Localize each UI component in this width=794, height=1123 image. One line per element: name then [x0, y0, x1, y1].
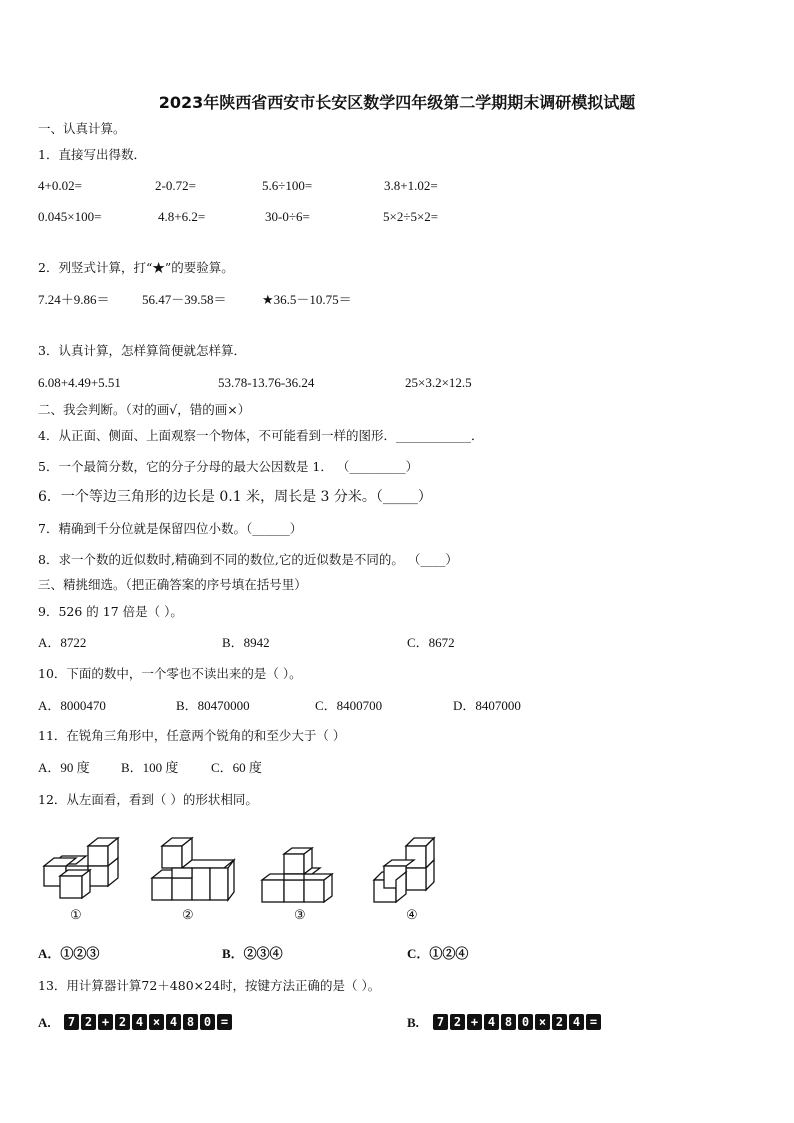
- q11-option-a: A．90 度: [38, 760, 90, 775]
- q1-item: 3.8+1.02=: [384, 178, 438, 193]
- q10-option-a: A．8000470: [38, 698, 106, 713]
- question-3: 3．认真计算，怎样算简便就怎样算．: [38, 343, 246, 358]
- q11-option-c: C．60 度: [211, 760, 262, 775]
- question-1: 1．直接写出得数．: [38, 147, 146, 162]
- calculator-key: 8: [501, 1014, 516, 1030]
- calculator-key: 7: [64, 1014, 79, 1030]
- q12-option-a: A．①②③: [38, 946, 100, 961]
- calculator-key: 4: [569, 1014, 584, 1030]
- q1-item: 5.6÷100=: [262, 178, 313, 193]
- figure-label-2: ②: [182, 908, 194, 923]
- q2-item: 7.24＋9.86＝: [38, 292, 110, 307]
- question-7: 7．精确到千分位就是保留四位小数。（______）: [38, 521, 303, 536]
- q10-option-d: D．8407000: [453, 698, 521, 713]
- question-13: 13．用计算器计算72＋480×24时，按键方法正确的是（ ）。: [38, 978, 381, 993]
- q1-item: 4.8+6.2=: [158, 209, 206, 224]
- figure-label-3: ③: [294, 908, 306, 923]
- calculator-key: 8: [183, 1014, 198, 1030]
- calculator-key: =: [586, 1014, 601, 1030]
- q2-item: ★36.5－10.75＝: [262, 292, 352, 307]
- cube-figure-3: [260, 846, 344, 912]
- calculator-key: 2: [552, 1014, 567, 1030]
- q13-option-b-keys: [433, 1014, 603, 1030]
- q1-item: 30-0÷6=: [265, 209, 310, 224]
- calculator-key: 0: [518, 1014, 533, 1030]
- question-10: 10．下面的数中，一个零也不读出来的是（ ）。: [38, 666, 302, 681]
- page-title: 2023年陕西省西安市长安区数学四年级第二学期期末调研模拟试题: [158, 93, 636, 112]
- calculator-key: 4: [484, 1014, 499, 1030]
- calculator-key: +: [467, 1014, 482, 1030]
- question-4: 4．从正面、侧面、上面观察一个物体，不可能看到一样的图形．____________．: [38, 428, 484, 443]
- q13-option-a-keys: [64, 1014, 234, 1030]
- q11-option-b: B．100 度: [121, 760, 179, 775]
- q2-item: 56.47－39.58＝: [142, 292, 227, 307]
- q9-option-b: B．8942: [222, 635, 270, 650]
- question-11: 11．在锐角三角形中，任意两个锐角的和至少大于（ ）: [38, 728, 346, 743]
- section-1-heading: 一、认真计算。: [38, 121, 126, 136]
- calculator-key: 0: [200, 1014, 215, 1030]
- q1-item: 0.045×100=: [38, 209, 102, 224]
- question-2: 2．列竖式计算，打“★”的要验算。: [38, 260, 234, 275]
- q10-option-c: C．8400700: [315, 698, 383, 713]
- q13-option-a-label: A.: [38, 1015, 51, 1030]
- q12-option-c: C．①②④: [407, 946, 469, 961]
- question-8: 8．求一个数的近似数时,精确到不同的数位,它的近似数是不同的。 （____）: [38, 552, 458, 567]
- q12-option-b: B．②③④: [222, 946, 283, 961]
- calculator-key: 7: [433, 1014, 448, 1030]
- q3-item: 25×3.2×12.5: [405, 375, 472, 390]
- calculator-key: 2: [450, 1014, 465, 1030]
- figure-label-1: ①: [70, 908, 82, 923]
- q9-option-a: A．8722: [38, 635, 87, 650]
- cube-figure-4: [372, 836, 442, 912]
- cube-figure-2: [150, 836, 236, 912]
- question-12: 12．从左面看，看到（ ）的形状相同。: [38, 792, 258, 807]
- section-2-heading: 二、我会判断。（对的画√，错的画×）: [38, 402, 251, 417]
- calculator-key: 4: [166, 1014, 181, 1030]
- q3-item: 6.08+4.49+5.51: [38, 375, 121, 390]
- q10-option-b: B．80470000: [176, 698, 250, 713]
- calculator-key: 2: [81, 1014, 96, 1030]
- q1-item: 2-0.72=: [155, 178, 196, 193]
- q13-option-b-label: B.: [407, 1015, 419, 1030]
- question-9: 9．526 的 17 倍是（ ）。: [38, 604, 183, 619]
- calculator-key: ×: [535, 1014, 550, 1030]
- section-3-heading: 三、精挑细选。（把正确答案的序号填在括号里）: [38, 577, 307, 592]
- calculator-key: ×: [149, 1014, 164, 1030]
- q9-option-c: C．8672: [407, 635, 455, 650]
- question-6: 6．一个等边三角形的边长是 0.1 米，周长是 3 分米。（_____）: [38, 489, 432, 505]
- calculator-key: +: [98, 1014, 113, 1030]
- cube-figure-1: [42, 836, 122, 912]
- figure-label-4: ④: [406, 908, 418, 923]
- calculator-key: 2: [115, 1014, 130, 1030]
- q1-item: 4+0.02=: [38, 178, 82, 193]
- calculator-key: 4: [132, 1014, 147, 1030]
- question-5: 5．一个最简分数，它的分子分母的最大公因数是 1． （_________）: [38, 459, 419, 474]
- calculator-key: =: [217, 1014, 232, 1030]
- q1-item: 5×2÷5×2=: [383, 209, 439, 224]
- q3-item: 53.78-13.76-36.24: [218, 375, 315, 390]
